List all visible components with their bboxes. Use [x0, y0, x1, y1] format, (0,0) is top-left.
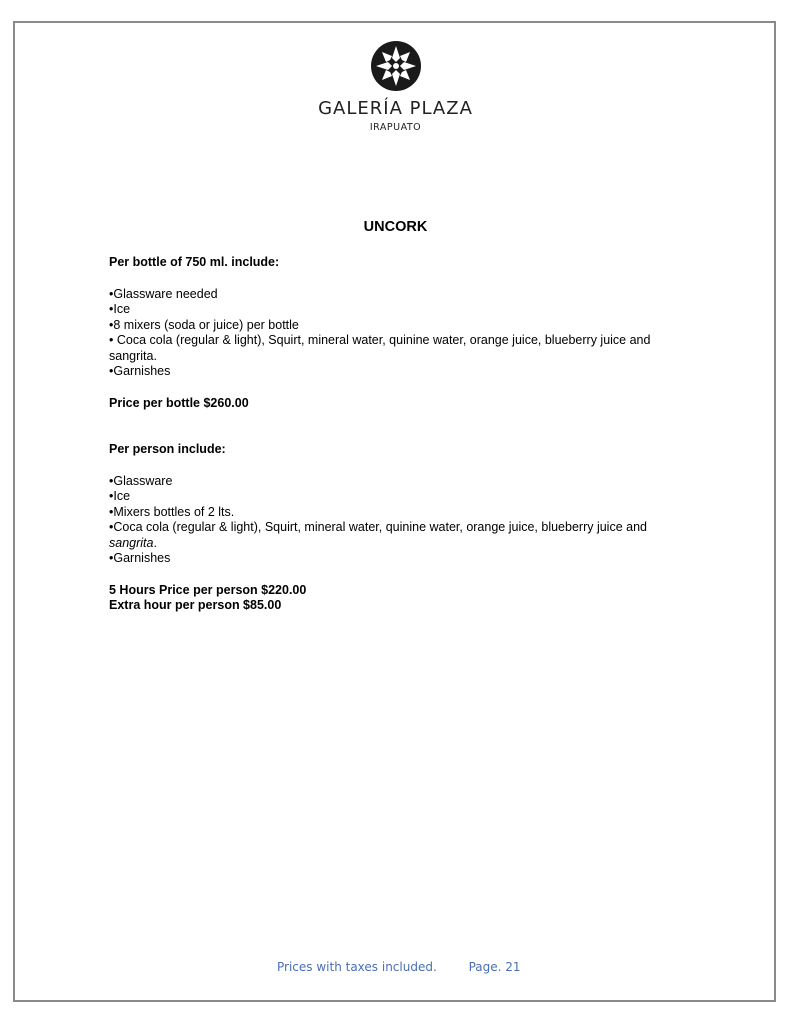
sangrita-period: .	[153, 535, 157, 550]
page-title: UNCORK	[363, 219, 428, 235]
bottle-item: •Ice	[109, 302, 131, 316]
person-item: •Garnishes	[109, 551, 171, 565]
document-body	[109, 255, 689, 614]
person-price-5h: 5 Hours Price per person $220.00	[109, 582, 307, 597]
logo	[0, 40, 791, 133]
sangrita-italic: sangrita	[109, 535, 154, 550]
person-item: •Glassware	[109, 473, 173, 488]
bottle-item: •8 mixers (soda or juice) per bottle	[109, 317, 299, 332]
bottle-item: •Glassware needed	[109, 286, 218, 301]
bottle-item-continuation: sangrita.	[109, 348, 157, 363]
bottle-heading: Per bottle of 750 ml. include:	[109, 255, 280, 269]
logo-name: GALERÍA PLAZA	[318, 98, 473, 119]
footer	[277, 960, 521, 974]
person-item-continuation	[109, 536, 689, 552]
logo-city: IRAPUATO	[369, 122, 422, 133]
person-item: •Coca cola (regular & light), Squirt, mineral water, quinine water, orange juice, blueberry juice and	[109, 520, 647, 534]
person-item: •Ice	[109, 489, 131, 503]
footer-note: Prices with taxes included.	[277, 960, 437, 974]
page-number: Page. 21	[468, 960, 521, 974]
person-heading: Per person include:	[109, 442, 226, 456]
bottle-price: Price per bottle $260.00	[109, 395, 249, 410]
bottle-item: • Coca cola (regular & light), Squirt, mineral water, quinine water, orange juice, blueberry juice and	[109, 333, 651, 347]
geometric-star-logo-icon	[370, 40, 422, 92]
person-item: •Mixers bottles of 2 lts.	[109, 504, 235, 519]
person-price-extra: Extra hour per person $85.00	[109, 598, 282, 612]
bottle-item: •Garnishes	[109, 364, 171, 378]
